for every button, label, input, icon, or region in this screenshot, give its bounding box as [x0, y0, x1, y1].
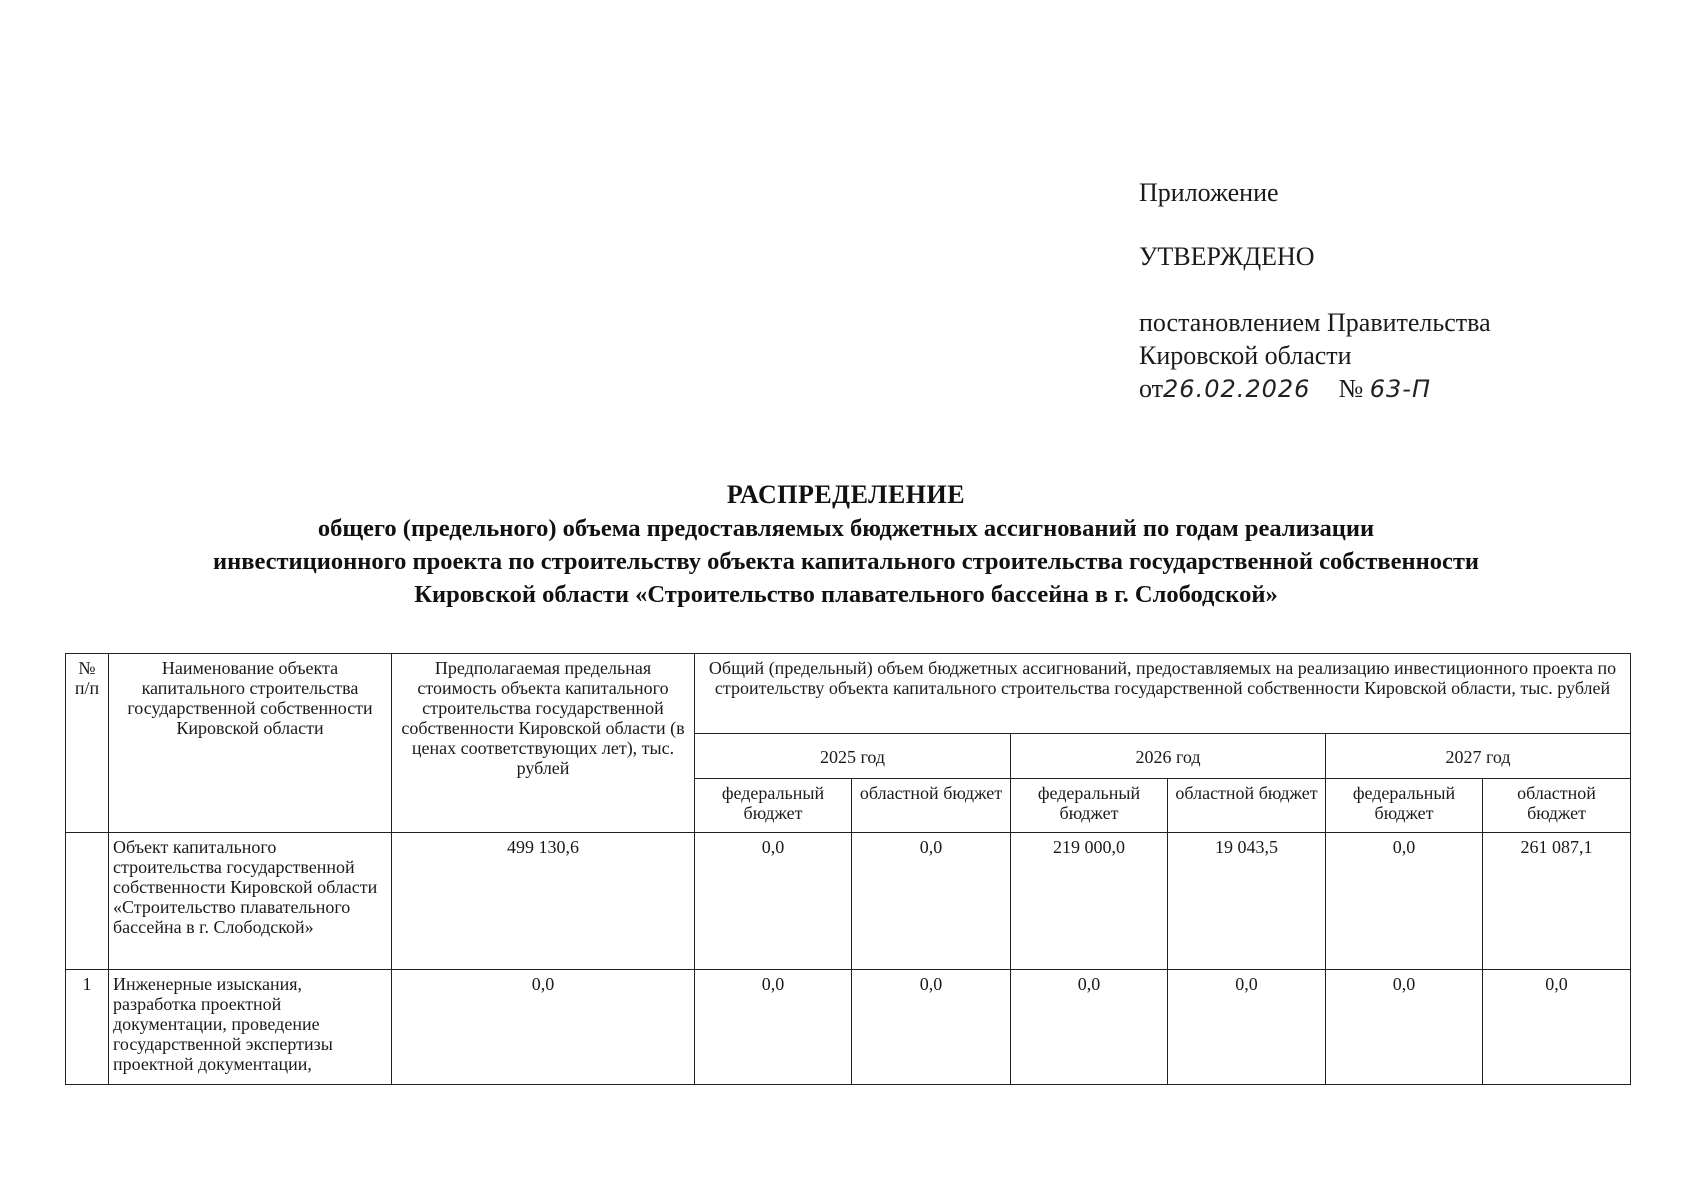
header-federal-2025: федеральный бюджет: [695, 779, 852, 833]
row-2027-regional: 261 087,1: [1483, 833, 1631, 970]
row-2025-regional: 0,0: [852, 833, 1011, 970]
row-2027-regional: 0,0: [1483, 970, 1631, 1085]
row-name: Объект капитального строительства государственной собственности Кировской области «Строительство плавательного бассейна в г. Слободской»: [109, 833, 392, 970]
row-cost: 499 130,6: [392, 833, 695, 970]
header-regional-2026: областной бюджет: [1168, 779, 1326, 833]
row-2026-federal: 0,0: [1011, 970, 1168, 1085]
approval-date-line: [1139, 372, 1491, 406]
row-2026-federal: 219 000,0: [1011, 833, 1168, 970]
approval-by-line2: Кировской области: [1139, 341, 1352, 370]
number-prefix: №: [1338, 374, 1364, 403]
header-name: Наименование объекта капитального строительства государственной собственности Кировской области: [109, 654, 392, 833]
title-line3: инвестиционного проекта по строительству объекта капитального строительства государственной собственности: [213, 548, 1479, 575]
header-regional-2025: областной бюджет: [852, 779, 1011, 833]
handwritten-number: 63-П: [1369, 375, 1432, 403]
row-num: 1: [66, 970, 109, 1085]
title-line2: общего (предельного) объема предоставляемых бюджетных ассигнований по годам реализации: [317, 515, 1375, 542]
header-year-2027: 2027 год: [1326, 734, 1631, 779]
date-prefix: от: [1139, 374, 1164, 403]
row-2025-regional: 0,0: [852, 970, 1011, 1085]
header-year-2025: 2025 год: [695, 734, 1011, 779]
row-num: [66, 833, 109, 970]
document-title: [0, 478, 1692, 611]
row-2026-regional: 19 043,5: [1168, 833, 1326, 970]
appendix-label: Приложение: [1139, 178, 1279, 207]
header-total: Общий (предельный) объем бюджетных ассигнований, предоставляемых на реализацию инвестиционного проекта по строительству объекта капитального строительства государственной собственности Кировской области, тыс. рублей: [695, 654, 1631, 734]
approval-details: [1139, 306, 1491, 406]
table-row: [66, 970, 1631, 1085]
header-regional-2027: областной бюджет: [1483, 779, 1631, 833]
title-line4: Кировской области «Строительство плавательного бассейна в г. Слободской»: [414, 581, 1278, 608]
header-federal-2027: федеральный бюджет: [1326, 779, 1483, 833]
title-line1: РАСПРЕДЕЛЕНИЕ: [726, 480, 966, 509]
header-cost: Предполагаемая предельная стоимость объекта капитального строительства государственной собственности Кировской области (в ценах соответствующих лет), тыс. рублей: [392, 654, 695, 833]
table-row: [66, 833, 1631, 970]
header-federal-2026: федеральный бюджет: [1011, 779, 1168, 833]
row-name: Инженерные изыскания, разработка проектной документации, проведение государственной экспертизы проектной документации,: [109, 970, 392, 1085]
row-2026-regional: 0,0: [1168, 970, 1326, 1085]
row-2027-federal: 0,0: [1326, 970, 1483, 1085]
row-2025-federal: 0,0: [695, 970, 852, 1085]
header-year-2026: 2026 год: [1011, 734, 1326, 779]
approval-by-line1: постановлением Правительства: [1139, 308, 1491, 337]
row-cost: 0,0: [392, 970, 695, 1085]
row-2027-federal: 0,0: [1326, 833, 1483, 970]
header-num: № п/п: [66, 654, 109, 833]
handwritten-date: 26.02.2026: [1163, 375, 1311, 403]
allocation-table: [65, 653, 1631, 1085]
row-2025-federal: 0,0: [695, 833, 852, 970]
approved-label: УТВЕРЖДЕНО: [1139, 242, 1315, 271]
